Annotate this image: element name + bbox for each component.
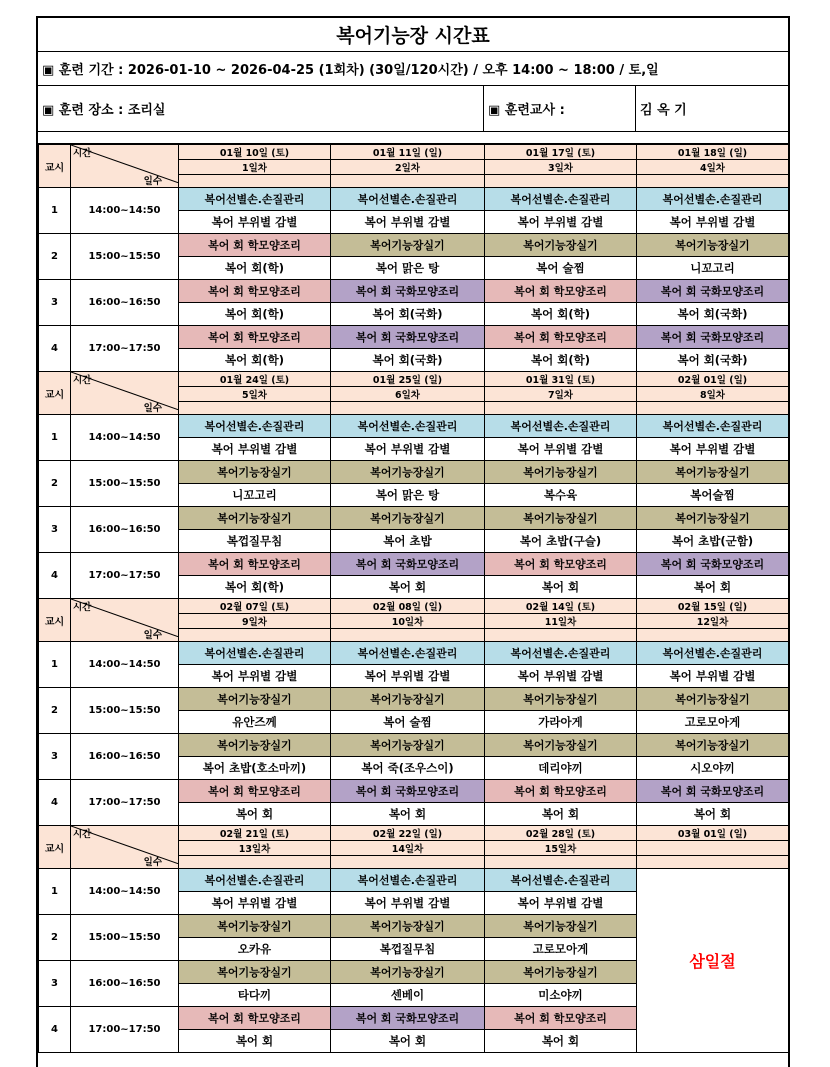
day-count-cell: 7일차 xyxy=(485,387,637,402)
lesson-cell: 복어 술찜 xyxy=(331,711,485,734)
date-cell: 02월 07일 (토) xyxy=(179,599,331,614)
lesson-cell: 복어 초밥(군함) xyxy=(637,530,789,553)
subject-cell: 복어선별손.손질관리 xyxy=(485,642,637,665)
date-cell: 02월 28일 (토) xyxy=(485,826,637,841)
lesson-cell: 니꼬고리 xyxy=(637,257,789,280)
lesson-cell: 유안즈께 xyxy=(179,711,331,734)
blank-cell xyxy=(179,629,331,642)
subject-cell: 복어 회 학모양조리 xyxy=(179,1007,331,1030)
session-number: 1 xyxy=(39,642,71,688)
day-count-cell: 11일차 xyxy=(485,614,637,629)
session-number: 4 xyxy=(39,553,71,599)
blank-cell xyxy=(637,402,789,415)
subject-cell: 복어선별손.손질관리 xyxy=(331,642,485,665)
blank-cell xyxy=(331,856,485,869)
subject-cell: 복어기능장실기 xyxy=(485,688,637,711)
subject-cell: 복어기능장실기 xyxy=(637,461,789,484)
lesson-cell: 복어 회(학) xyxy=(485,303,637,326)
lesson-cell: 복수육 xyxy=(485,484,637,507)
subject-cell: 복어선별손.손질관리 xyxy=(485,415,637,438)
session-time: 15:00~15:50 xyxy=(71,915,179,961)
slot-subject-row xyxy=(39,642,789,665)
subject-cell: 복어기능장실기 xyxy=(331,961,485,984)
days-header-label: 일수 xyxy=(143,630,162,641)
subject-cell: 복어기능장실기 xyxy=(637,688,789,711)
subject-cell: 복어 회 국화모양조리 xyxy=(331,280,485,303)
lesson-cell: 복어 회(학) xyxy=(179,303,331,326)
training-period: ▣ 훈련 기간 : 2026-01-10 ~ 2026-04-25 (1회차) (30일/120시간) / 오후 14:00 ~ 18:00 / 토,일 xyxy=(38,52,788,86)
lesson-cell: 복어 회(학) xyxy=(179,349,331,372)
time-days-header xyxy=(71,145,179,188)
day-count-cell: 8일차 xyxy=(637,387,789,402)
day-count-cell: 6일차 xyxy=(331,387,485,402)
lesson-cell: 오카유 xyxy=(179,938,331,961)
slot-subject-row xyxy=(39,280,789,303)
date-cell: 02월 21일 (토) xyxy=(179,826,331,841)
blank-cell xyxy=(179,175,331,188)
subject-cell: 복어기능장실기 xyxy=(179,688,331,711)
lesson-cell: 복어 회(학) xyxy=(179,257,331,280)
slot-subject-row xyxy=(39,461,789,484)
slot-subject-row xyxy=(39,326,789,349)
session-time: 14:00~14:50 xyxy=(71,188,179,234)
lesson-cell: 복어 회(국화) xyxy=(637,303,789,326)
lesson-cell: 복어술찜 xyxy=(637,484,789,507)
lesson-cell: 복어 부위별 감별 xyxy=(637,438,789,461)
day-count-cell: 12일차 xyxy=(637,614,789,629)
subject-cell: 복어기능장실기 xyxy=(331,734,485,757)
lesson-cell: 복어 회(학) xyxy=(485,349,637,372)
subject-cell: 복어선별손.손질관리 xyxy=(179,415,331,438)
subject-cell: 복어 회 학모양조리 xyxy=(485,1007,637,1030)
lesson-cell: 복어 회 xyxy=(331,576,485,599)
session-number: 3 xyxy=(39,280,71,326)
day-count-cell: 10일차 xyxy=(331,614,485,629)
lesson-cell: 복어 부위별 감별 xyxy=(179,665,331,688)
lesson-cell: 가라아게 xyxy=(485,711,637,734)
days-header-label: 일수 xyxy=(143,857,162,868)
subject-cell: 복어기능장실기 xyxy=(179,461,331,484)
subject-cell: 복어기능장실기 xyxy=(485,507,637,530)
session-number: 4 xyxy=(39,1007,71,1053)
session-header: 교시 xyxy=(39,372,71,415)
slot-subject-row xyxy=(39,188,789,211)
subject-cell: 복어선별손.손질관리 xyxy=(485,869,637,892)
schedule-table xyxy=(38,144,789,1053)
subject-cell: 복어 회 학모양조리 xyxy=(179,234,331,257)
spacer-row xyxy=(38,132,788,144)
slot-subject-row xyxy=(39,415,789,438)
blank-cell xyxy=(637,629,789,642)
session-number: 3 xyxy=(39,961,71,1007)
lesson-cell: 복어 회 xyxy=(637,576,789,599)
session-number: 3 xyxy=(39,507,71,553)
session-header: 교시 xyxy=(39,599,71,642)
lesson-cell: 센베이 xyxy=(331,984,485,1007)
lesson-cell: 복어 회(국화) xyxy=(331,303,485,326)
lesson-cell: 복어 회 xyxy=(485,803,637,826)
subject-cell: 복어 회 학모양조리 xyxy=(485,326,637,349)
subject-cell: 복어기능장실기 xyxy=(485,961,637,984)
blank-cell xyxy=(331,629,485,642)
blank-cell xyxy=(485,402,637,415)
lesson-cell: 복어 부위별 감별 xyxy=(331,892,485,915)
subject-cell: 복어 회 학모양조리 xyxy=(179,780,331,803)
subject-cell: 복어기능장실기 xyxy=(179,961,331,984)
lesson-cell: 타다끼 xyxy=(179,984,331,1007)
time-days-header xyxy=(71,372,179,415)
subject-cell: 복어기능장실기 xyxy=(485,234,637,257)
subject-cell: 복어기능장실기 xyxy=(485,915,637,938)
session-time: 17:00~17:50 xyxy=(71,1007,179,1053)
session-header: 교시 xyxy=(39,826,71,869)
session-time: 15:00~15:50 xyxy=(71,688,179,734)
session-number: 1 xyxy=(39,415,71,461)
schedule-grid xyxy=(38,144,788,1053)
blank-cell xyxy=(331,402,485,415)
subject-cell: 복어선별손.손질관리 xyxy=(179,188,331,211)
session-time: 16:00~16:50 xyxy=(71,734,179,780)
lesson-cell: 복어 부위별 감별 xyxy=(485,211,637,234)
subject-cell: 복어 회 학모양조리 xyxy=(485,280,637,303)
subject-cell: 복어선별손.손질관리 xyxy=(637,642,789,665)
time-header-label: 시간 xyxy=(73,375,92,386)
lesson-cell: 복어 회 xyxy=(179,1030,331,1053)
subject-cell: 복어선별손.손질관리 xyxy=(331,415,485,438)
day-count-cell: 9일차 xyxy=(179,614,331,629)
lesson-cell: 복껍질무침 xyxy=(331,938,485,961)
week-date-row xyxy=(39,145,789,160)
date-cell: 02월 22일 (일) xyxy=(331,826,485,841)
subject-cell: 복어선별손.손질관리 xyxy=(331,869,485,892)
session-time: 14:00~14:50 xyxy=(71,642,179,688)
lesson-cell: 복껍질무침 xyxy=(179,530,331,553)
blank-cell xyxy=(179,402,331,415)
blank-cell xyxy=(179,856,331,869)
blank-cell xyxy=(485,629,637,642)
slot-subject-row xyxy=(39,234,789,257)
subject-cell: 복어기능장실기 xyxy=(331,507,485,530)
date-cell: 01월 18일 (일) xyxy=(637,145,789,160)
subject-cell: 복어 회 국화모양조리 xyxy=(331,1007,485,1030)
date-cell: 01월 24일 (토) xyxy=(179,372,331,387)
subject-cell: 복어기능장실기 xyxy=(485,461,637,484)
days-header-label: 일수 xyxy=(143,176,162,187)
lesson-cell: 복어 부위별 감별 xyxy=(485,665,637,688)
teacher-label: ▣ 훈련교사 : xyxy=(484,86,636,131)
training-place: ▣ 훈련 장소 : 조리실 xyxy=(38,86,484,131)
slot-subject-row xyxy=(39,553,789,576)
session-time: 17:00~17:50 xyxy=(71,326,179,372)
timetable-sheet xyxy=(36,16,790,1067)
week-date-row xyxy=(39,372,789,387)
days-header-label: 일수 xyxy=(143,403,162,414)
session-time: 17:00~17:50 xyxy=(71,553,179,599)
day-count-cell: 15일차 xyxy=(485,841,637,856)
lesson-cell: 복어 회 xyxy=(485,1030,637,1053)
lesson-cell: 복어 부위별 감별 xyxy=(179,892,331,915)
lesson-cell: 복어 회 xyxy=(637,803,789,826)
lesson-cell: 복어 부위별 감별 xyxy=(485,892,637,915)
training-place-row xyxy=(38,86,788,132)
lesson-cell: 복어 부위별 감별 xyxy=(637,665,789,688)
lesson-cell: 복어 맑은 탕 xyxy=(331,484,485,507)
lesson-cell: 복어 죽(조우스이) xyxy=(331,757,485,780)
day-count-cell: 14일차 xyxy=(331,841,485,856)
date-cell: 01월 10일 (토) xyxy=(179,145,331,160)
week-date-row xyxy=(39,826,789,841)
slot-subject-row xyxy=(39,869,789,892)
subject-cell: 복어기능장실기 xyxy=(637,507,789,530)
lesson-cell: 복어 초밥(구슬) xyxy=(485,530,637,553)
page-title: 복어기능장 시간표 xyxy=(38,18,788,52)
lesson-cell: 복어 초밥 xyxy=(331,530,485,553)
session-time: 14:00~14:50 xyxy=(71,415,179,461)
lesson-cell: 복어 술찜 xyxy=(485,257,637,280)
time-days-header xyxy=(71,599,179,642)
subject-cell: 복어 회 국화모양조리 xyxy=(637,780,789,803)
time-days-header xyxy=(71,826,179,869)
session-number: 3 xyxy=(39,734,71,780)
date-cell: 02월 01일 (일) xyxy=(637,372,789,387)
time-header-label: 시간 xyxy=(73,829,92,840)
lesson-cell: 복어 부위별 감별 xyxy=(485,438,637,461)
lesson-cell: 니꼬고리 xyxy=(179,484,331,507)
session-number: 2 xyxy=(39,915,71,961)
lesson-cell: 복어 회(국화) xyxy=(331,349,485,372)
subject-cell: 복어 회 국화모양조리 xyxy=(331,326,485,349)
lesson-cell: 복어 부위별 감별 xyxy=(637,211,789,234)
session-number: 1 xyxy=(39,188,71,234)
subject-cell: 복어 회 학모양조리 xyxy=(179,280,331,303)
lesson-cell: 고로모아게 xyxy=(485,938,637,961)
lesson-cell: 복어 회 xyxy=(179,803,331,826)
subject-cell: 복어 회 학모양조리 xyxy=(179,326,331,349)
blank-cell xyxy=(331,175,485,188)
session-number: 4 xyxy=(39,326,71,372)
subject-cell: 복어 회 국화모양조리 xyxy=(637,553,789,576)
day-count-cell: 1일차 xyxy=(179,160,331,175)
lesson-cell: 복어 회(학) xyxy=(179,576,331,599)
session-time: 14:00~14:50 xyxy=(71,869,179,915)
session-header: 교시 xyxy=(39,145,71,188)
subject-cell: 복어 회 학모양조리 xyxy=(485,553,637,576)
subject-cell: 복어선별손.손질관리 xyxy=(179,869,331,892)
subject-cell: 복어기능장실기 xyxy=(331,915,485,938)
subject-cell: 복어 회 국화모양조리 xyxy=(331,780,485,803)
subject-cell: 복어기능장실기 xyxy=(331,234,485,257)
subject-cell: 복어기능장실기 xyxy=(179,915,331,938)
lesson-cell: 복어 부위별 감별 xyxy=(331,438,485,461)
slot-subject-row xyxy=(39,688,789,711)
lesson-cell: 복어 부위별 감별 xyxy=(179,211,331,234)
subject-cell: 복어기능장실기 xyxy=(637,234,789,257)
date-cell: 01월 11일 (일) xyxy=(331,145,485,160)
session-number: 2 xyxy=(39,688,71,734)
session-number: 4 xyxy=(39,780,71,826)
day-count-cell: 5일차 xyxy=(179,387,331,402)
date-cell: 02월 08일 (일) xyxy=(331,599,485,614)
blank-cell xyxy=(637,175,789,188)
slot-subject-row xyxy=(39,507,789,530)
lesson-cell: 복어 회 xyxy=(331,1030,485,1053)
blank-cell xyxy=(485,175,637,188)
slot-subject-row xyxy=(39,780,789,803)
session-time: 16:00~16:50 xyxy=(71,961,179,1007)
day-count-cell xyxy=(637,841,789,856)
lesson-cell: 복어 맑은 탕 xyxy=(331,257,485,280)
time-header-label: 시간 xyxy=(73,602,92,613)
day-count-cell: 4일차 xyxy=(637,160,789,175)
slot-subject-row xyxy=(39,734,789,757)
lesson-cell: 복어 회 xyxy=(331,803,485,826)
lesson-cell: 고로모아게 xyxy=(637,711,789,734)
day-count-cell: 2일차 xyxy=(331,160,485,175)
date-cell: 03월 01일 (일) xyxy=(637,826,789,841)
date-cell: 01월 25일 (일) xyxy=(331,372,485,387)
lesson-cell: 시오야끼 xyxy=(637,757,789,780)
subject-cell: 복어선별손.손질관리 xyxy=(331,188,485,211)
session-time: 15:00~15:50 xyxy=(71,234,179,280)
session-number: 1 xyxy=(39,869,71,915)
subject-cell: 복어기능장실기 xyxy=(179,507,331,530)
subject-cell: 복어 회 국화모양조리 xyxy=(331,553,485,576)
lesson-cell: 복어 부위별 감별 xyxy=(331,665,485,688)
date-cell: 01월 31일 (토) xyxy=(485,372,637,387)
subject-cell: 복어기능장실기 xyxy=(331,688,485,711)
lesson-cell: 복어 부위별 감별 xyxy=(331,211,485,234)
session-number: 2 xyxy=(39,234,71,280)
blank-cell xyxy=(485,856,637,869)
session-time: 16:00~16:50 xyxy=(71,507,179,553)
subject-cell: 복어기능장실기 xyxy=(637,734,789,757)
lesson-cell: 복어 회 xyxy=(485,576,637,599)
lesson-cell: 미소야끼 xyxy=(485,984,637,1007)
subject-cell: 복어기능장실기 xyxy=(331,461,485,484)
subject-cell: 복어선별손.손질관리 xyxy=(637,415,789,438)
teacher-name: 김 옥 기 xyxy=(640,103,687,118)
date-cell: 02월 15일 (일) xyxy=(637,599,789,614)
subject-cell: 복어선별손.손질관리 xyxy=(637,188,789,211)
week-date-row xyxy=(39,599,789,614)
day-count-cell: 13일차 xyxy=(179,841,331,856)
subject-cell: 복어 회 학모양조리 xyxy=(485,780,637,803)
lesson-cell: 복어 부위별 감별 xyxy=(179,438,331,461)
session-time: 17:00~17:50 xyxy=(71,780,179,826)
blank-cell xyxy=(637,856,789,869)
session-time: 15:00~15:50 xyxy=(71,461,179,507)
subject-cell: 복어기능장실기 xyxy=(179,734,331,757)
time-header-label: 시간 xyxy=(73,148,92,159)
subject-cell: 복어선별손.손질관리 xyxy=(179,642,331,665)
date-cell: 02월 14일 (토) xyxy=(485,599,637,614)
subject-cell: 복어 회 학모양조리 xyxy=(179,553,331,576)
holiday-cell: 삼일절 xyxy=(637,869,789,1053)
session-time: 16:00~16:50 xyxy=(71,280,179,326)
subject-cell: 복어 회 국화모양조리 xyxy=(637,280,789,303)
lesson-cell: 복어 초밥(호소마끼) xyxy=(179,757,331,780)
subject-cell: 복어기능장실기 xyxy=(485,734,637,757)
subject-cell: 복어선별손.손질관리 xyxy=(485,188,637,211)
subject-cell: 복어 회 국화모양조리 xyxy=(637,326,789,349)
lesson-cell: 복어 회(국화) xyxy=(637,349,789,372)
session-number: 2 xyxy=(39,461,71,507)
day-count-cell: 3일차 xyxy=(485,160,637,175)
date-cell: 01월 17일 (토) xyxy=(485,145,637,160)
lesson-cell: 데리야끼 xyxy=(485,757,637,780)
